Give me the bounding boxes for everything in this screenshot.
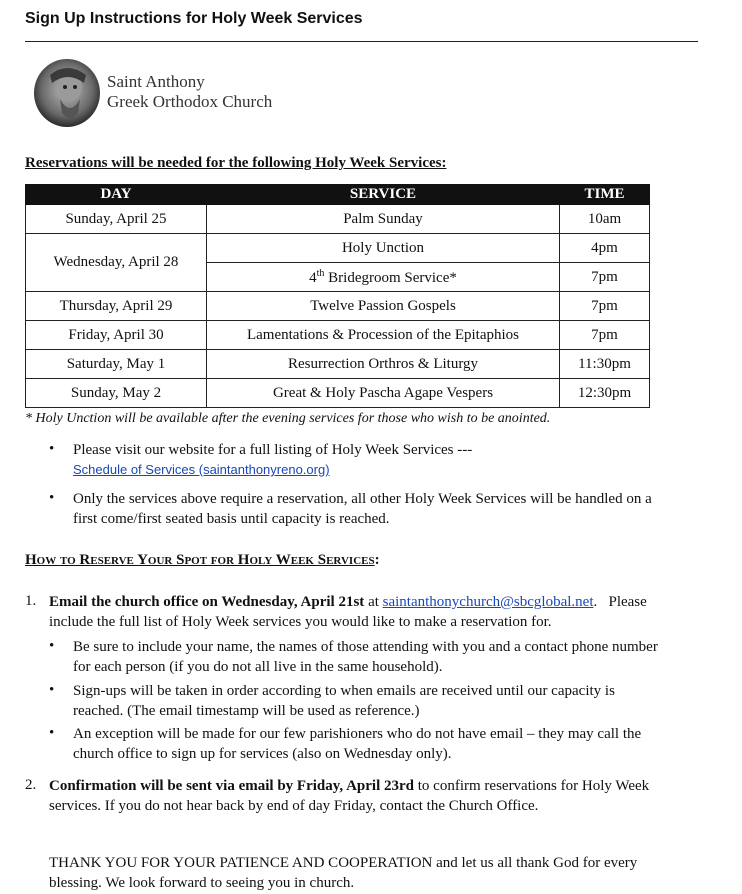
step-1 — [49, 592, 647, 632]
table-header-row — [26, 185, 650, 205]
closing-line: THANK YOU FOR YOUR PATIENCE AND COOPERATION and let us all thank God for every — [49, 855, 638, 871]
church-email-link[interactable]: saintanthonychurch@sbcglobal.net — [382, 594, 594, 610]
how-to-heading — [25, 552, 380, 569]
services-table — [25, 184, 650, 408]
table-row — [26, 234, 650, 263]
cell-time: 7pm — [560, 292, 650, 321]
website-bullet — [73, 440, 472, 480]
bullet-glyph: • — [49, 725, 55, 741]
table-row — [26, 205, 650, 234]
bullet-line: Sign-ups will be taken in order according to when emails are received until our capacity is — [73, 683, 615, 699]
bullet-glyph: • — [49, 682, 55, 698]
cell-time: 7pm — [560, 263, 650, 292]
cell-service: Lamentations & Procession of the Epitaphios — [207, 321, 560, 350]
table-row — [26, 321, 650, 350]
cell-service: Great & Holy Pascha Agape Vespers — [207, 379, 560, 408]
sub-bullet — [73, 637, 658, 677]
cell-day: Wednesday, April 28 — [26, 234, 207, 292]
website-bullet-text: Please visit our website for a full listing of Holy Week Services --- — [73, 442, 473, 458]
bullet-line: church office to sign up for services (also on Wednesday only). — [73, 746, 452, 762]
reservation-heading: Reservations will be needed for the following Holy Week Services: — [25, 155, 447, 171]
cell-time: 7pm — [560, 321, 650, 350]
step-1-line2: include the full list of Holy Week services you would like to make a reservation for. — [49, 614, 552, 630]
bullet-line: for each person (if you do not all live in the same household). — [73, 659, 443, 675]
page-title: Sign Up Instructions for Holy Week Services — [25, 10, 363, 27]
table-row — [26, 379, 650, 408]
service-ordinal-suffix: th — [316, 267, 325, 279]
step-1-bold: Email the church office on Wednesday, April 21st — [49, 594, 365, 610]
church-name — [107, 72, 272, 112]
cell-time: 12:30pm — [560, 379, 650, 408]
closing-line: blessing. We look forward to seeing you in church. — [49, 875, 355, 891]
step-1-rest: . Please — [593, 594, 647, 610]
cell-day: Friday, April 30 — [26, 321, 207, 350]
church-name-line1: Saint Anthony — [107, 72, 205, 91]
bullet-glyph: • — [49, 490, 55, 506]
step-number: 1. — [25, 593, 37, 609]
header-service: SERVICE — [207, 185, 560, 205]
saint-anthony-icon — [32, 57, 102, 129]
how-to-heading-text: How to Reserve Your Spot for Holy Week Services — [25, 552, 375, 568]
step-2 — [49, 776, 649, 816]
reservation-note-bullet — [73, 489, 652, 529]
step-2-rest: to confirm reservations for Holy Week — [414, 778, 650, 794]
cell-day: Sunday, May 2 — [26, 379, 207, 408]
cell-day: Sunday, April 25 — [26, 205, 207, 234]
cell-service: Palm Sunday — [207, 205, 560, 234]
table-row — [26, 292, 650, 321]
step-2-line2: services. If you do not hear back by end of day Friday, contact the Church Office. — [49, 798, 539, 814]
cell-time: 10am — [560, 205, 650, 234]
bullet-line: Only the services above require a reservation, all other Holy Week Services will be handled on a — [73, 491, 652, 507]
footnote: * Holy Unction will be available after the evening services for those who wish to be anointed. — [25, 411, 551, 426]
step-1-at: at — [364, 594, 383, 610]
cell-day: Saturday, May 1 — [26, 350, 207, 379]
sub-bullet — [73, 724, 641, 764]
service-ordinal: 4 — [309, 269, 317, 286]
header-time: TIME — [560, 185, 650, 205]
step-number: 2. — [25, 777, 37, 793]
title-divider — [25, 41, 698, 42]
bullet-line: Be sure to include your name, the names of those attending with you and a contact phone number — [73, 639, 658, 655]
step-2-bold: Confirmation will be sent via email by Friday, April 23rd — [49, 778, 415, 794]
cell-time: 4pm — [560, 234, 650, 263]
bullet-glyph: • — [49, 441, 55, 457]
cell-time: 11:30pm — [560, 350, 650, 379]
cell-service: Holy Unction — [207, 234, 560, 263]
church-name-line2: Greek Orthodox Church — [107, 92, 273, 111]
schedule-link[interactable]: Schedule of Services (saintanthonyreno.org) — [73, 462, 330, 477]
sub-bullet — [73, 681, 615, 721]
bullet-line: An exception will be made for our few parishioners who do not have email – they may call the — [73, 726, 642, 742]
bullet-glyph: • — [49, 638, 55, 654]
cell-service: Twelve Passion Gospels — [207, 292, 560, 321]
how-to-heading-colon: : — [374, 552, 380, 568]
service-name: Bridegroom Service* — [324, 269, 457, 286]
cell-service: Resurrection Orthros & Liturgy — [207, 350, 560, 379]
cell-day: Thursday, April 29 — [26, 292, 207, 321]
bullet-line: reached. (The email timestamp will be used as reference.) — [73, 703, 420, 719]
bullet-line: first come/first seated basis until capacity is reached. — [73, 511, 390, 527]
cell-service — [207, 263, 560, 292]
closing-message — [49, 853, 637, 893]
header-day: DAY — [26, 185, 207, 205]
table-row — [26, 350, 650, 379]
